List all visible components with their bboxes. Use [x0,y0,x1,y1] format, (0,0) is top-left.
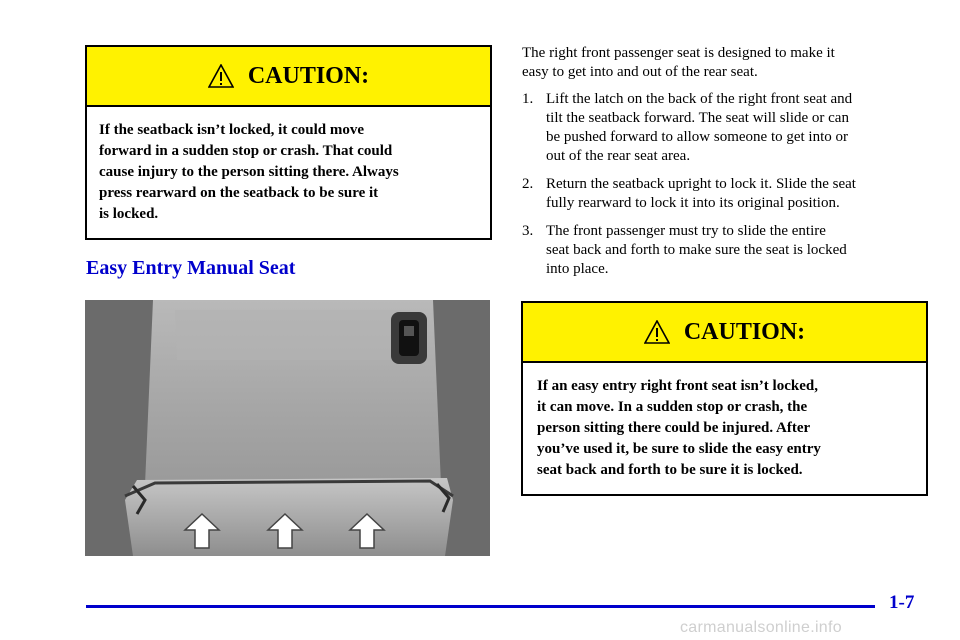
step-line: Return the seatback upright to lock it. Slide the seat [546,176,856,192]
caution-text [523,363,926,481]
step-text [546,90,852,166]
caution-line: If the seatback isn’t locked, it could move [99,122,364,138]
footer-rule [86,605,875,608]
step-number: 2. [522,176,534,192]
step-item [522,175,922,213]
caution-line: press rearward on the seatback to be sure it [99,185,379,201]
step-line: Lift the latch on the back of the right front seat and [546,91,853,107]
intro-line: easy to get into and out of the rear seat. [522,64,758,80]
caution-text [87,107,490,225]
section-heading: Easy Entry Manual Seat [86,257,296,279]
caution-box-easy-entry [521,301,928,496]
caution-line: is locked. [99,206,159,222]
caution-line: you’ve used it, be sure to slide the easy entry [537,441,821,457]
step-line: out of the rear seat area. [546,148,691,164]
step-line: fully rearward to lock it into its original position. [546,195,840,211]
warning-icon [644,320,670,344]
watermark: carmanualsonline.info [680,619,842,636]
caution-line: person sitting there could be injured. After [537,420,811,436]
step-line: tilt the seatback forward. The seat will slide or can [546,110,849,126]
step-item [522,222,922,279]
step-line: into place. [546,261,609,277]
caution-header [87,47,490,107]
caution-line: seat back and forth to be sure it is locked. [537,462,803,478]
step-item [522,90,922,166]
step-number: 3. [522,223,534,239]
caution-header [523,303,926,363]
seat-illustration [85,300,490,556]
page-number: 1-7 [889,592,915,613]
caution-line: it can move. In a sudden stop or crash, the [537,399,808,415]
caution-line: forward in a sudden stop or crash. That could [99,143,393,159]
caution-title: CAUTION: [683,318,806,345]
warning-icon [208,64,234,88]
caution-title: CAUTION: [247,62,370,89]
caution-line: If an easy entry right front seat isn’t locked, [537,378,818,394]
step-line: The front passenger must try to slide the entire [546,223,826,239]
caution-line: cause injury to the person sitting there. Always [99,164,399,180]
seat-photo [85,300,490,556]
instructions-column [522,44,922,288]
step-line: be pushed forward to allow someone to get into or [546,129,849,145]
intro-paragraph [522,44,922,82]
steps-list [522,90,922,279]
step-text [546,222,847,279]
step-line: seat back and forth to make sure the seat is locked [546,242,847,258]
caution-box-seatback [85,45,492,240]
intro-line: The right front passenger seat is designed to make it [522,45,835,61]
step-number: 1. [522,91,534,107]
step-text [546,175,856,213]
